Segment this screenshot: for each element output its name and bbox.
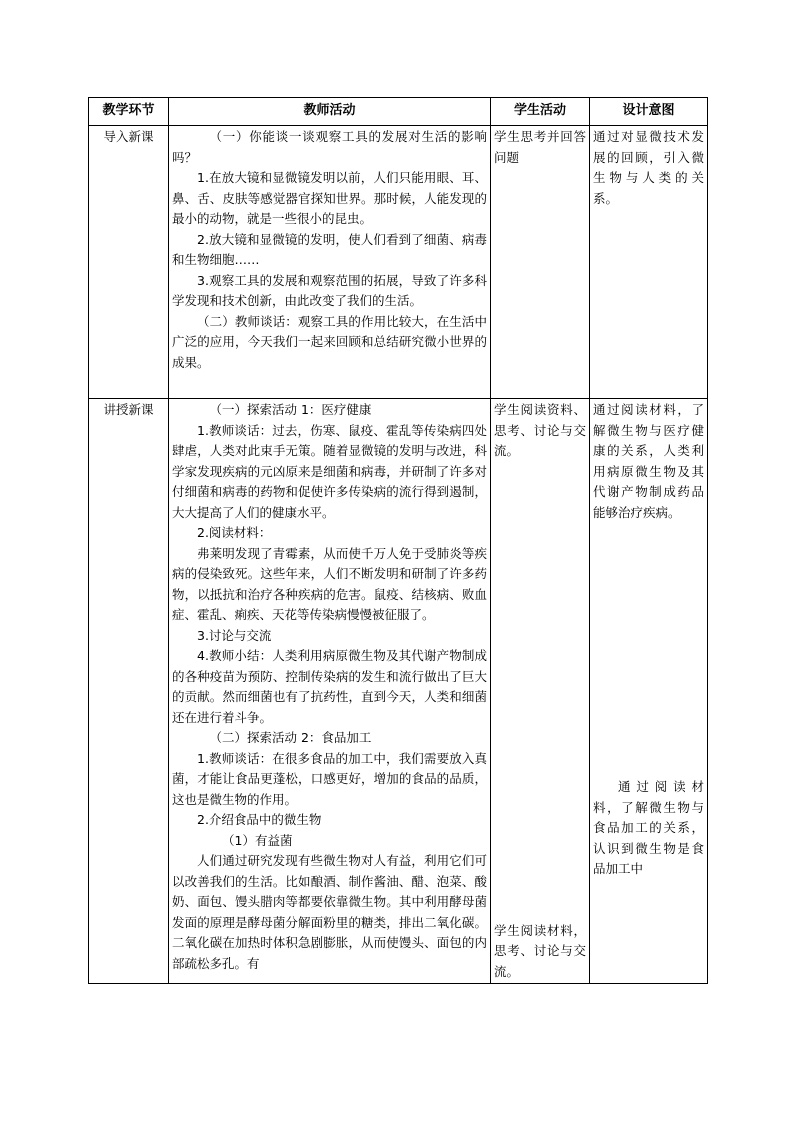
- header-student-activity: 学生活动: [491, 98, 590, 126]
- student-spacer: [494, 462, 586, 921]
- design-intent-lecture: [590, 399, 708, 984]
- design-intent-medical: 通过阅读材料，了解微生物与医疗健康的关系，人类利用病原微生物及其代谢产物制成药品能够治疗疾病。: [593, 402, 704, 520]
- student-activity-intro: 学生思考并回答问题: [491, 126, 590, 399]
- lesson-plan-table: [88, 97, 708, 984]
- lecture-para-5: 3.讨论与交流: [197, 627, 272, 643]
- intro-para-5: （二）教师谈话：观察工具的作用比较大，在生活中广泛的应用，今天我们一起来回顾和总结研究微小世界的成果。: [172, 313, 487, 370]
- lecture-para-4: 弗莱明发现了青霉素，从而使千万人免于受肺炎等疾病的侵染致死。这些年来，人们不断发明和研制了许多药物，以抵抗和治疗各种疾病的危害。鼠疫、结核病、败血症、霍乱、痢疾、天花等传染病慢慢被征服了。: [172, 545, 487, 622]
- intent-spacer: [593, 523, 704, 777]
- student-activity-food: 学生阅读材料，思考、讨论与交流。: [494, 922, 586, 979]
- table-row-lecture: [89, 399, 708, 984]
- student-activity-lecture: [491, 399, 590, 984]
- header-design-intent: 设计意图: [590, 98, 708, 126]
- lecture-para-10: （1）有益菌: [222, 832, 293, 848]
- lecture-para-2: 1.教师谈话：过去，伤寒、鼠疫、霍乱等传染病四处肆虐，人类对此束手无策。随着显微镜的发明与改进，科学家发现疾病的元凶原来是细菌和病毒，并研制了许多对付细菌和病毒的药物和促使许多传染病的流行得到遏制，大大提高了人们的健康水平。: [172, 422, 487, 520]
- lecture-para-11: 人们通过研究发现有些微生物对人有益，利用它们可以改善我们的生活。比如酿酒、制作酱油、醋、泡菜、酸奶、面包、馒头腊肉等都要依靠微生物。其中利用酵母菌发面的原理是酵母菌分解面粉里的糖类，排出二氧化碳。二氧化碳在加热时体积急剧膨胀，从而使馒头、面包的内部疏松多孔。有: [172, 853, 487, 971]
- header-row: [89, 98, 708, 126]
- table-row-intro: [89, 126, 708, 399]
- lecture-para-7: （二）探索活动 2：食品加工: [209, 730, 372, 745]
- design-intent-food: 通过阅读材料，了解微生物与食品加工的关系，认识到微生物是食品加工中: [593, 779, 704, 876]
- lecture-para-9: 2.介绍食品中的微生物: [197, 812, 322, 827]
- intro-para-1: （一）你能谈一谈观察工具的发展对生活的影响吗？: [172, 129, 487, 165]
- intro-para-4: 3.观察工具的发展和观察范围的拓展，导致了许多科学发现和技术创新，由此改变了我们的生活。: [172, 272, 487, 308]
- teacher-activity-lecture: [169, 399, 491, 984]
- header-teacher-activity: 教师活动: [169, 98, 491, 126]
- lecture-para-8: 1.教师谈话：在很多食品的加工中，我们需要放入真菌，才能让食品更蓬松，口感更好，增加的食品的品质，这也是微生物的作用。: [172, 750, 487, 807]
- design-intent-intro: 通过对显微技术发展的回顾，引入微生物与人类的关系。: [590, 126, 708, 399]
- stage-lecture: 讲授新课: [89, 399, 169, 984]
- stage-intro: 导入新课: [89, 126, 169, 399]
- lecture-para-1: （一）探索活动 1：医疗健康: [209, 402, 372, 417]
- lecture-para-3: 2.阅读材料：: [197, 525, 272, 540]
- header-stage: 教学环节: [89, 98, 169, 126]
- lecture-para-6: 4.教师小结：人类利用病原微生物及其代谢产物制成的各种疫苗为预防、控制传染病的发生和流行做出了巨大的贡献。然而细菌也有了抗药性，直到今天，人类和细菌还在进行着斗争。: [172, 648, 487, 725]
- teacher-activity-intro: [169, 126, 491, 399]
- intro-para-3: 2.放大镜和显微镜的发明，使人们看到了细菌、病毒和生物细胞……: [172, 231, 487, 267]
- intro-para-2: 1.在放大镜和显微镜发明以前，人们只能用眼、耳、鼻、舌、皮肤等感觉器官探知世界。那时候，人能发现的最小的动物，就是一些很小的昆虫。: [172, 170, 487, 226]
- student-activity-medical: 学生阅读资料、思考、讨论与交流。: [494, 402, 586, 458]
